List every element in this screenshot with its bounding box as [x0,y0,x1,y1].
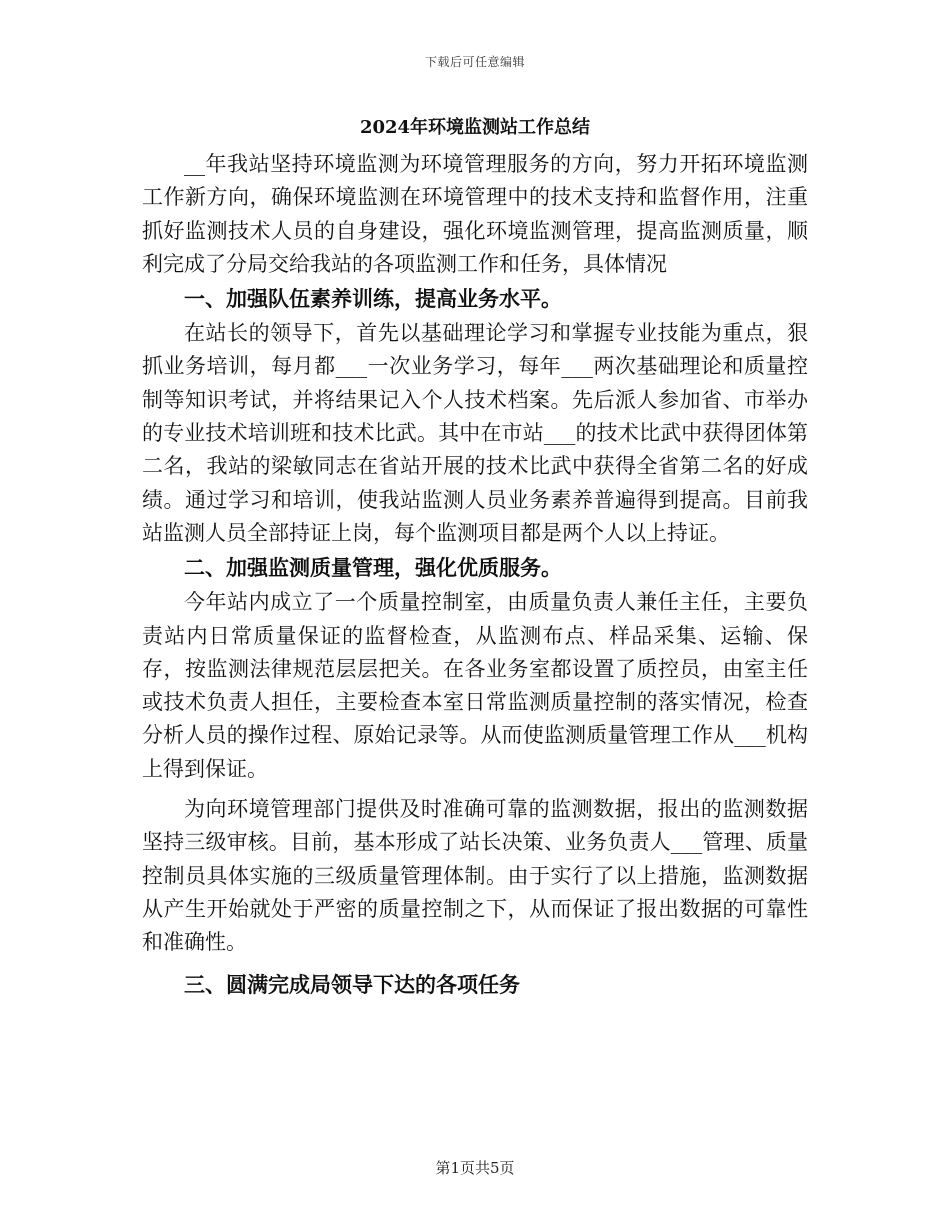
header-note: 下载后可任意编辑 [424,55,525,69]
intro-paragraph: __年我站坚持环境监测为环境管理服务的方向，努力开拓环境监测工作新方向，确保环境监测在环境管理中的技术支持和监督作用，注重抓好监测技术人员的自身建设，强化环境监测管理，提高监测质量，顺利完成了分局交给我站的各项监测工作和任务，具体情况 [142,152,808,276]
document-body [142,148,808,1003]
section-2-heading: 二、加强监测质量管理，强化优质服务。 [184,555,562,581]
page-footer: 第1页共5页 [435,1159,515,1177]
section-2-paragraph-1: 今年站内成立了一个质量控制室，由质量负责人兼任主任，主要负责站内日常质量保证的监督检查，从监测布点、样品采集、运输、保存，按监测法律规范层层把关。在各业务室都设置了质控员，由室主任或技术负责人担任，主要检查本室日常监测质量控制的落实情况，检查分析人员的操作过程、原始记录等。从而使监测质量管理工作从___机构上得到保证。 [142,590,808,781]
document-title: 2024年环境监测站工作总结 [359,117,591,138]
section-1-paragraph-1: 在站长的领导下，首先以基础理论学习和掌握专业技能为重点，狠抓业务培训，每月都___一次业务学习，每年___两次基础理论和质量控制等知识考试，并将结果记入个人技术档案。先后派人参加省、市举办的专业技术培训班和技术比武。其中在市站___的技术比武中获得团体第二名，我站的梁敏同志在省站开展的技术比武中获得全省第二名的好成绩。通过学习和培训，使我站监测人员业务素养普遍得到提高。目前我站监测人员全部持证上岗，每个监测项目都是两个人以上持证。 [142,321,808,545]
section-1-heading: 一、加强队伍素养训练，提高业务水平。 [184,286,562,312]
section-3-heading: 三、圆满完成局领导下达的各项任务 [184,971,520,997]
section-2-paragraph-2: 为向环境管理部门提供及时准确可靠的监测数据，报出的监测数据坚持三级审核。目前，基本形成了站长决策、业务负责人___管理、质量控制员具体实施的三级质量管理体制。由于实行了以上措施，监测数据从产生开始就处于严密的质量控制之下，从而保证了报出数据的可靠性和准确性。 [142,797,808,955]
